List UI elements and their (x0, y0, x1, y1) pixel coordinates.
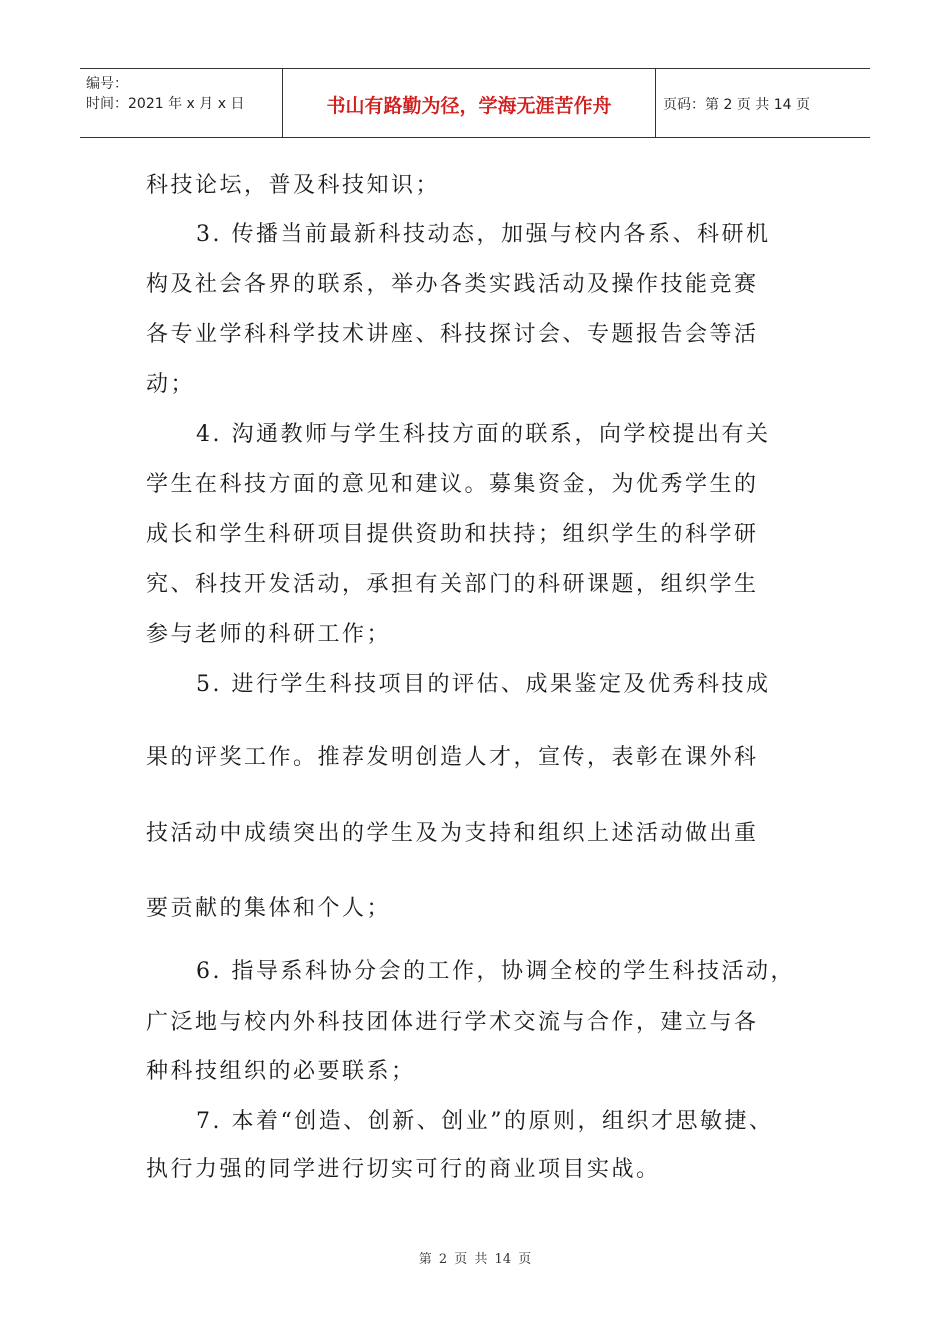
body-line: 要贡献的集体和个人； (146, 896, 392, 921)
document-header (80, 68, 870, 138)
document-date-label: 时间：2021 年 x 月 x 日 (86, 96, 245, 112)
document-number-label: 编号： (86, 76, 128, 92)
body-line: 构及社会各界的联系，举办各类实践活动及操作技能竞赛 (146, 272, 759, 297)
body-line: 5. 进行学生科技项目的评估、成果鉴定及优秀科技成 (196, 672, 771, 697)
body-line: 果的评奖工作。推荐发明创造人才，宣传，表彰在课外科 (146, 745, 759, 770)
header-page-number: 页码：第 2 页 共 14 页 (663, 97, 810, 113)
body-line: 究、科技开发活动，承担有关部门的科研课题，组织学生 (146, 572, 759, 597)
body-line: 6. 指导系科协分会的工作，协调全校的学生科技活动， (196, 959, 795, 984)
page-footer: 第 2 页 共 14 页 (418, 1252, 532, 1267)
motto-text: 书山有路勤为径，学海无涯苦作舟 (326, 95, 612, 117)
body-line: 动； (146, 372, 196, 397)
body-line: 成长和学生科研项目提供资助和扶持；组织学生的科学研 (146, 522, 759, 547)
body-line: 广泛地与校内外科技团体进行学术交流与合作，建立与各 (146, 1010, 759, 1035)
body-line: 科技论坛，普及科技知识； (146, 173, 441, 198)
body-line: 3. 传播当前最新科技动态，加强与校内各系、科研机 (196, 222, 771, 247)
body-line: 学生在科技方面的意见和建议。募集资金，为优秀学生的 (146, 472, 759, 497)
body-line: 种科技组织的必要联系； (146, 1059, 416, 1084)
header-motto-cell (282, 69, 656, 137)
body-line: 执行力强的同学进行切实可行的商业项目实战。 (146, 1157, 661, 1182)
header-info-cell (80, 69, 282, 137)
body-line: 4. 沟通教师与学生科技方面的联系，向学校提出有关 (196, 422, 771, 447)
body-line: 技活动中成绩突出的学生及为支持和组织上述活动做出重 (146, 821, 759, 846)
body-line: 7. 本着“创造、创新、创业”的原则，组织才思敏捷、 (196, 1109, 774, 1134)
header-page-cell (655, 69, 870, 137)
body-line: 参与老师的科研工作； (146, 622, 392, 647)
body-line: 各专业学科科学技术讲座、科技探讨会、专题报告会等活 (146, 322, 759, 347)
